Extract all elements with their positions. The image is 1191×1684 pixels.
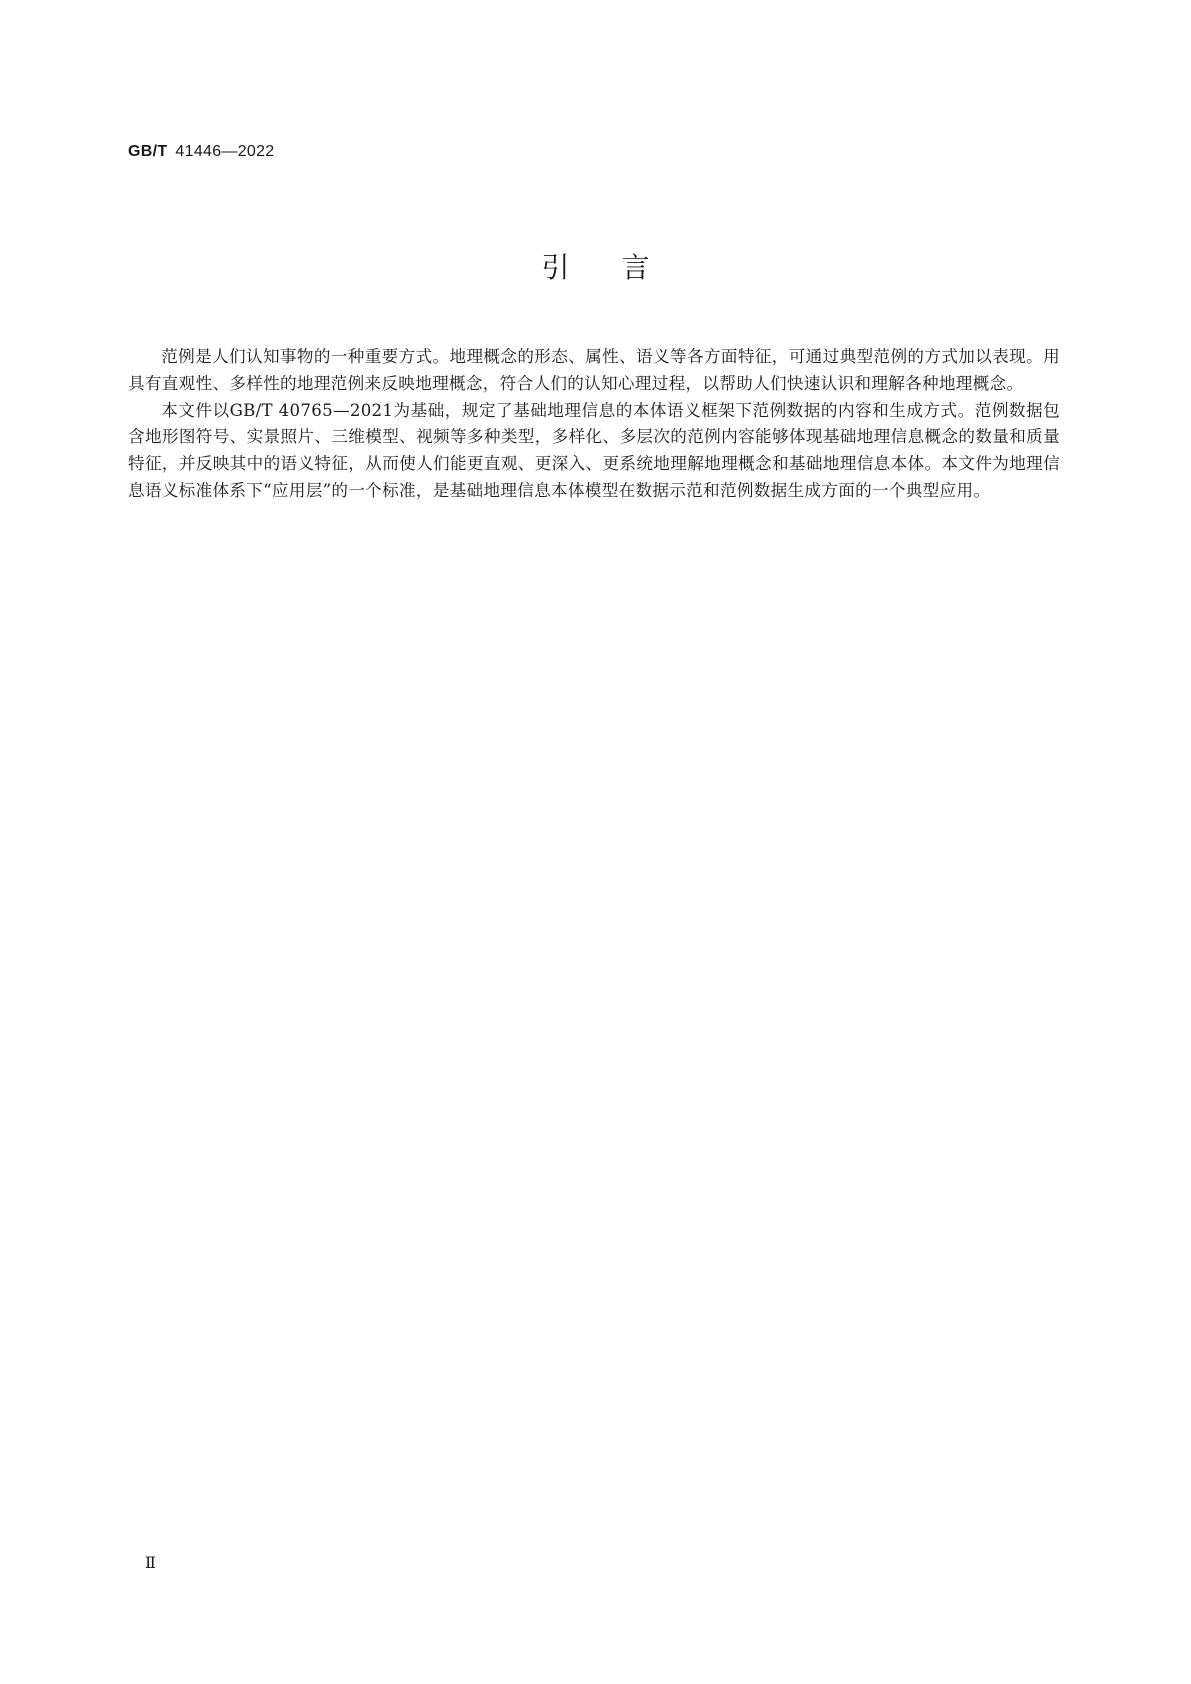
standard-prefix: GB/T — [128, 143, 168, 160]
paragraph: 范例是人们认知事物的一种重要方式。地理概念的形态、属性、语义等各方面特征，可通过典型范例的方式加以表现。用具有直观性、多样性的地理范例来反映地理概念，符合人们的认知心理过程，以帮助人们快速认识和理解各种地理概念。 — [128, 347, 1060, 393]
body-text — [128, 344, 1060, 505]
paragraph: 本文件以GB/T 40765—2021为基础，规定了基础地理信息的本体语义框架下范例数据的内容和生成方式。范例数据包含地形图符号、实景照片、三维模型、视频等多种类型，多样化、多层次的范例内容能够体现基础地理信息概念的数量和质量特征，并反映其中的语义特征，从而使人们能更直观、更深入、更系统地理解地理概念和基础地理信息本体。本文件为地理信息语义标准体系下“应用层”的一个标准，是基础地理信息本体模型在数据示范和范例数据生成方面的一个典型应用。 — [128, 400, 1060, 500]
standard-number: 41446—2022 — [175, 143, 275, 160]
document-header — [128, 143, 275, 161]
page-number: Ⅱ — [145, 1553, 156, 1572]
section-title: 引言 — [541, 251, 702, 284]
